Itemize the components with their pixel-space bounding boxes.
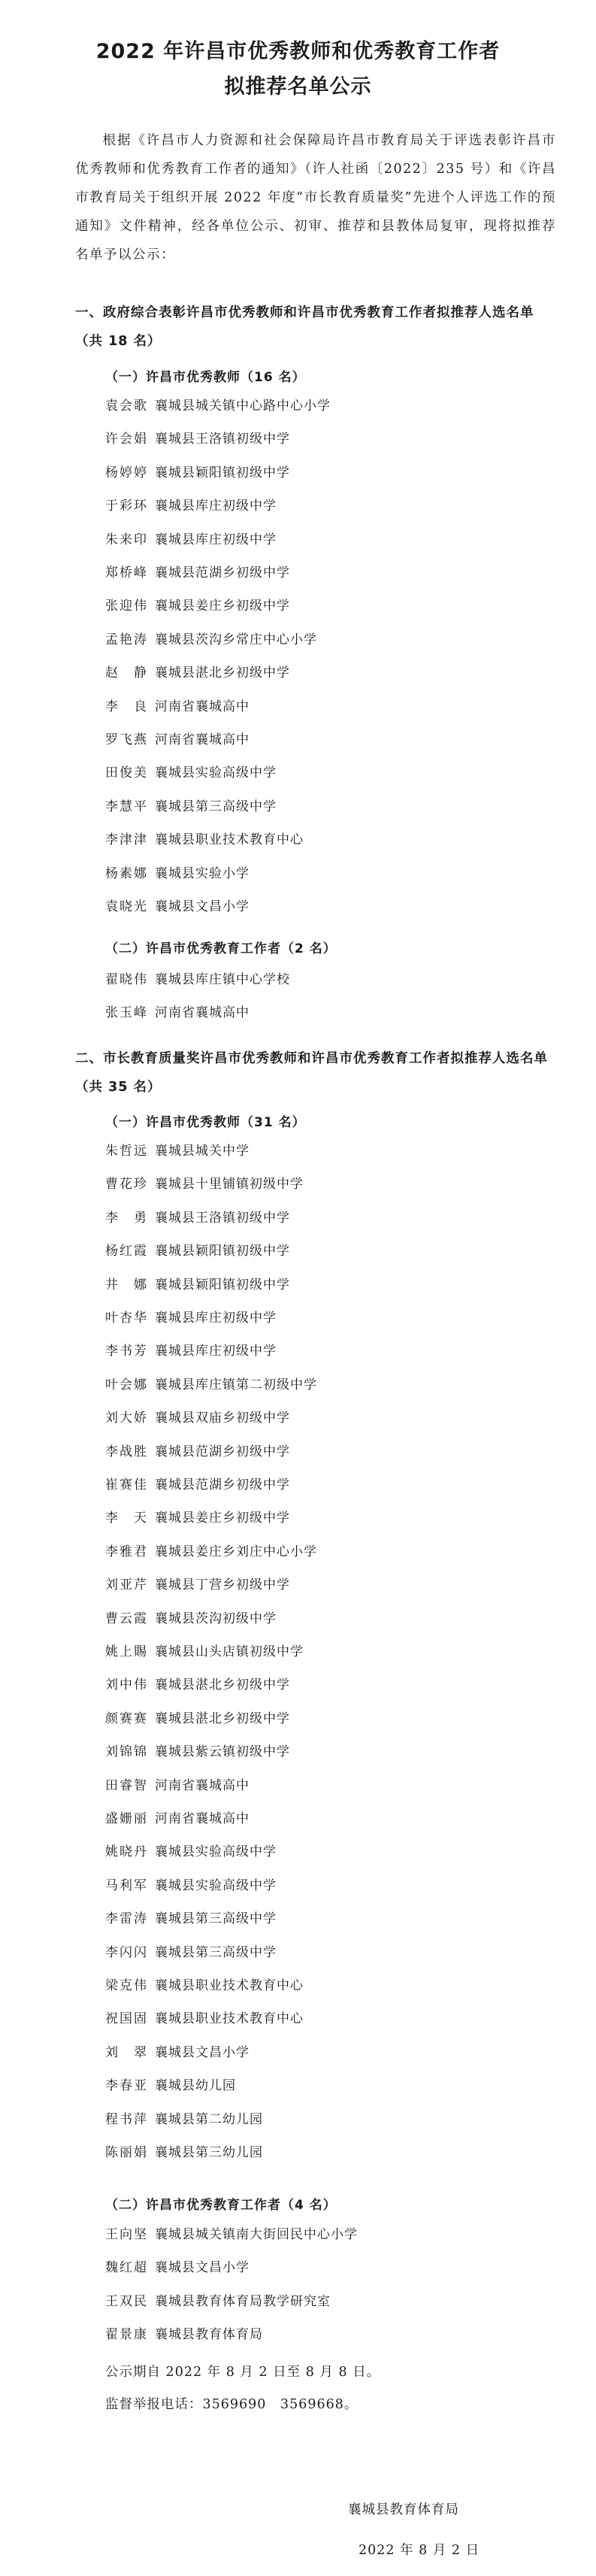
person-name: 李 天 bbox=[105, 1511, 148, 1526]
list-item bbox=[105, 692, 250, 721]
list-item bbox=[105, 965, 290, 994]
list-item bbox=[105, 2038, 250, 2067]
person-unit: 襄城县库庄镇第二初级中学 bbox=[155, 1377, 317, 1393]
list-item bbox=[105, 759, 277, 787]
list-item bbox=[105, 999, 250, 1027]
person-unit: 襄城县范湖乡初级中学 bbox=[155, 565, 290, 580]
person-name: 张迎伟 bbox=[105, 599, 148, 614]
person-name: 孟艳涛 bbox=[105, 632, 148, 647]
list-item bbox=[105, 1170, 304, 1199]
person-name: 曹云霞 bbox=[105, 1611, 148, 1626]
list-item bbox=[105, 1304, 277, 1332]
person-name: 李津津 bbox=[105, 832, 148, 848]
person-name: 于彩环 bbox=[105, 499, 148, 514]
person-unit: 襄城县文昌小学 bbox=[155, 2260, 250, 2276]
person-name: 颜赛赛 bbox=[105, 1711, 148, 1726]
person-unit: 襄城县教育体育局教学研究室 bbox=[155, 2293, 331, 2309]
list-item bbox=[105, 1905, 277, 1933]
list-item bbox=[105, 1271, 290, 1299]
list-item bbox=[105, 2287, 331, 2316]
person-unit: 襄城县实验高级中学 bbox=[155, 1844, 277, 1860]
list-item bbox=[105, 726, 250, 754]
person-name: 朱来印 bbox=[105, 532, 148, 547]
person-unit: 襄城县库庄初级中学 bbox=[155, 1311, 277, 1326]
person-name: 李慧平 bbox=[105, 799, 148, 814]
person-unit: 襄城县库庄初级中学 bbox=[155, 532, 277, 547]
list-item bbox=[105, 2253, 250, 2282]
person-unit: 襄城县实验高级中学 bbox=[155, 1877, 277, 1893]
list-item bbox=[105, 1137, 250, 1165]
report-phone: 监督举报电话：3569690 3569668。 bbox=[105, 2397, 359, 2412]
person-name: 朱哲远 bbox=[105, 1144, 148, 1159]
person-name: 程书萍 bbox=[105, 2111, 148, 2127]
list-item bbox=[105, 826, 304, 854]
list-item bbox=[105, 392, 331, 420]
person-name: 祝国固 bbox=[105, 2011, 148, 2027]
list-item bbox=[105, 1204, 290, 1232]
list-item bbox=[105, 1371, 317, 1399]
person-unit: 襄城县幼儿园 bbox=[155, 2078, 236, 2094]
list-item bbox=[105, 1805, 250, 1833]
section2-group1-heading: （一）许昌市优秀教师（31 名） bbox=[105, 1115, 306, 1130]
person-name: 王向坚 bbox=[105, 2227, 148, 2242]
person-name: 杨婷婷 bbox=[105, 465, 148, 480]
person-unit: 河南省襄城高中 bbox=[155, 699, 250, 714]
person-unit: 襄城县教育体育局 bbox=[155, 2327, 263, 2343]
person-name: 刘锦锦 bbox=[105, 1744, 148, 1760]
list-item bbox=[105, 1771, 250, 1800]
list-item bbox=[105, 626, 317, 654]
list-item bbox=[105, 1404, 290, 1432]
section2-heading: 二、市长教育质量奖许昌市优秀教师和许昌市优秀教育工作者拟推荐人选名单（共 35 名） bbox=[75, 1051, 548, 1095]
person-name: 李春亚 bbox=[105, 2078, 148, 2094]
signature-date: 2022 年 8 月 2 日 bbox=[359, 2543, 480, 2558]
section1-heading: 一、政府综合表彰许昌市优秀教师和许昌市优秀教育工作者拟推荐人选名单（共 18 名） bbox=[75, 305, 534, 349]
section1-group2-heading: （二）许昌市优秀教育工作者（2 名） bbox=[105, 941, 337, 956]
list-item bbox=[105, 1938, 277, 1967]
person-name: 井 娜 bbox=[105, 1277, 148, 1293]
list-item bbox=[105, 1471, 290, 1499]
person-unit: 襄城县实验小学 bbox=[155, 865, 250, 881]
list-item bbox=[105, 1638, 304, 1666]
person-unit: 襄城县王洛镇初级中学 bbox=[155, 432, 290, 447]
person-unit: 襄城县双庙乡初级中学 bbox=[155, 1411, 290, 1426]
list-item bbox=[105, 2220, 358, 2249]
list-item bbox=[105, 1671, 290, 1699]
list-item bbox=[105, 659, 290, 687]
person-unit: 襄城县十里铺镇初级中学 bbox=[155, 1177, 304, 1193]
person-name: 袁晓光 bbox=[105, 899, 148, 914]
person-unit: 襄城县茨沟乡常庄中心小学 bbox=[155, 632, 317, 647]
person-unit: 襄城县实验高级中学 bbox=[155, 765, 277, 781]
person-unit: 襄城县湛北乡初级中学 bbox=[155, 665, 290, 681]
person-unit: 河南省襄城高中 bbox=[155, 1777, 250, 1793]
person-unit: 襄城县颖阳镇初级中学 bbox=[155, 1244, 290, 1259]
document-title-line2: 拟推荐名单公示 bbox=[224, 75, 372, 98]
list-item bbox=[105, 1738, 290, 1766]
person-unit: 襄城县第三高级中学 bbox=[155, 1944, 277, 1960]
list-item bbox=[105, 459, 290, 487]
list-item bbox=[105, 859, 250, 888]
person-unit: 襄城县第二幼儿园 bbox=[155, 2111, 263, 2127]
person-unit: 襄城县范湖乡初级中学 bbox=[155, 1444, 290, 1459]
list-item bbox=[105, 1705, 290, 1733]
person-name: 赵 静 bbox=[105, 665, 148, 681]
person-unit: 襄城县颖阳镇初级中学 bbox=[155, 465, 290, 480]
publicity-period: 公示期自 2022 年 8 月 2 日至 8 月 8 日。 bbox=[105, 2365, 381, 2380]
list-item bbox=[105, 1438, 290, 1466]
person-unit: 襄城县紫云镇初级中学 bbox=[155, 1744, 290, 1760]
person-unit: 襄城县城关镇中心路中心小学 bbox=[155, 399, 331, 414]
person-unit: 襄城县城关镇南大街回民中心小学 bbox=[155, 2227, 358, 2242]
person-name: 刘 翠 bbox=[105, 2044, 148, 2060]
person-name: 杨红霞 bbox=[105, 1244, 148, 1259]
person-name: 郑桥峰 bbox=[105, 565, 148, 580]
person-name: 叶会娜 bbox=[105, 1377, 148, 1393]
person-unit: 河南省襄城高中 bbox=[155, 1005, 250, 1021]
person-name: 魏红超 bbox=[105, 2260, 148, 2276]
person-unit: 襄城县库庄初级中学 bbox=[155, 1344, 277, 1359]
person-unit: 河南省襄城高中 bbox=[155, 1811, 250, 1826]
person-name: 田俊美 bbox=[105, 765, 148, 781]
list-item bbox=[105, 1337, 277, 1365]
list-item bbox=[105, 425, 290, 453]
list-item bbox=[105, 893, 250, 921]
person-unit: 襄城县库庄镇中心学校 bbox=[155, 972, 290, 987]
section2-group2-heading: （二）许昌市优秀教育工作者（4 名） bbox=[105, 2198, 337, 2213]
person-unit: 襄城县姜庄乡刘庄中心小学 bbox=[155, 1544, 317, 1559]
person-unit: 襄城县范湖乡初级中学 bbox=[155, 1477, 290, 1493]
person-name: 李战胜 bbox=[105, 1444, 148, 1459]
person-unit: 河南省襄城高中 bbox=[155, 732, 250, 747]
person-name: 翟晓伟 bbox=[105, 972, 148, 987]
list-item bbox=[105, 1605, 277, 1633]
person-unit: 襄城县职业技术教育中心 bbox=[155, 1978, 304, 1993]
list-item bbox=[105, 2071, 236, 2100]
person-name: 杨素娜 bbox=[105, 865, 148, 881]
person-name: 田睿智 bbox=[105, 1777, 148, 1793]
person-unit: 襄城县王洛镇初级中学 bbox=[155, 1210, 290, 1226]
person-name: 刘中伟 bbox=[105, 1677, 148, 1693]
person-unit: 襄城县职业技术教育中心 bbox=[155, 2011, 304, 2027]
list-item bbox=[105, 1838, 277, 1866]
list-item bbox=[105, 1504, 290, 1532]
signature-org: 襄城县教育体育局 bbox=[348, 2502, 459, 2517]
person-unit: 襄城县第三幼儿园 bbox=[155, 2145, 263, 2160]
list-item bbox=[105, 1971, 304, 2000]
person-name: 许会娟 bbox=[105, 432, 148, 447]
person-name: 曹花珍 bbox=[105, 1177, 148, 1193]
person-name: 刘大娇 bbox=[105, 1411, 148, 1426]
person-unit: 襄城县文昌小学 bbox=[155, 2044, 250, 2060]
list-item bbox=[105, 2005, 304, 2033]
person-unit: 襄城县第三高级中学 bbox=[155, 1911, 277, 1927]
person-unit: 襄城县丁营乡初级中学 bbox=[155, 1577, 290, 1593]
list-item bbox=[105, 1538, 317, 1566]
list-item bbox=[105, 2320, 263, 2349]
person-name: 李雷涛 bbox=[105, 1911, 148, 1927]
person-unit: 襄城县颖阳镇初级中学 bbox=[155, 1277, 290, 1293]
list-item bbox=[105, 559, 290, 587]
document-title-line1: 2022 年许昌市优秀教师和优秀教育工作者 bbox=[95, 40, 501, 63]
person-name: 李 勇 bbox=[105, 1210, 148, 1226]
list-item bbox=[105, 592, 290, 620]
person-unit: 襄城县城关中学 bbox=[155, 1144, 250, 1159]
list-item bbox=[105, 2138, 263, 2167]
person-name: 李 良 bbox=[105, 699, 148, 714]
section1-group1-heading: （一）许昌市优秀教师（16 名） bbox=[105, 370, 306, 385]
person-name: 张玉峰 bbox=[105, 1005, 148, 1021]
person-name: 崔赛佳 bbox=[105, 1477, 148, 1493]
person-name: 盛姗丽 bbox=[105, 1811, 148, 1826]
person-name: 翟景康 bbox=[105, 2327, 148, 2343]
person-name: 姚上賜 bbox=[105, 1644, 148, 1659]
person-name: 罗飞燕 bbox=[105, 732, 148, 747]
intro-text: 根据《许昌市人力资源和社会保障局许昌市教育局关于评选表彰许昌市优秀教师和优秀教育工作者的通知》（许人社函〔2022〕235 号）和《许昌市教育局关于组织开展 2022 年度“市长教育质量奖”先进个人评选工作的预通知》文件精神，经各单位公示、初审、推荐和县教体局复审，现将拟推荐名单予以公示： bbox=[75, 133, 556, 262]
person-name: 李雅君 bbox=[105, 1544, 148, 1559]
person-name: 袁会歌 bbox=[105, 399, 148, 414]
list-item bbox=[105, 792, 277, 821]
person-unit: 襄城县山头店镇初级中学 bbox=[155, 1644, 304, 1659]
list-item bbox=[105, 1237, 290, 1265]
person-unit: 襄城县湛北乡初级中学 bbox=[155, 1677, 290, 1693]
list-item bbox=[105, 526, 277, 554]
intro-paragraph bbox=[75, 126, 556, 269]
person-name: 叶杏华 bbox=[105, 1311, 148, 1326]
person-unit: 襄城县库庄初级中学 bbox=[155, 499, 277, 514]
person-unit: 襄城县文昌小学 bbox=[155, 899, 250, 914]
list-item bbox=[105, 492, 277, 520]
person-name: 李书芳 bbox=[105, 1344, 148, 1359]
person-name: 马利军 bbox=[105, 1877, 148, 1893]
list-item bbox=[105, 1571, 290, 1599]
person-unit: 襄城县茨沟初级中学 bbox=[155, 1611, 277, 1626]
person-name: 姚晓丹 bbox=[105, 1844, 148, 1860]
person-name: 李闪闪 bbox=[105, 1944, 148, 1960]
list-item bbox=[105, 2105, 263, 2134]
person-unit: 襄城县姜庄乡初级中学 bbox=[155, 1511, 290, 1526]
person-unit: 襄城县职业技术教育中心 bbox=[155, 832, 304, 848]
person-name: 王双民 bbox=[105, 2293, 148, 2309]
list-item bbox=[105, 1871, 277, 1900]
person-unit: 襄城县姜庄乡初级中学 bbox=[155, 599, 290, 614]
person-name: 刘亚芹 bbox=[105, 1577, 148, 1593]
person-unit: 襄城县第三高级中学 bbox=[155, 799, 277, 814]
person-name: 梁克伟 bbox=[105, 1978, 148, 1993]
person-name: 陈丽娟 bbox=[105, 2145, 148, 2160]
person-unit: 襄城县湛北乡初级中学 bbox=[155, 1711, 290, 1726]
